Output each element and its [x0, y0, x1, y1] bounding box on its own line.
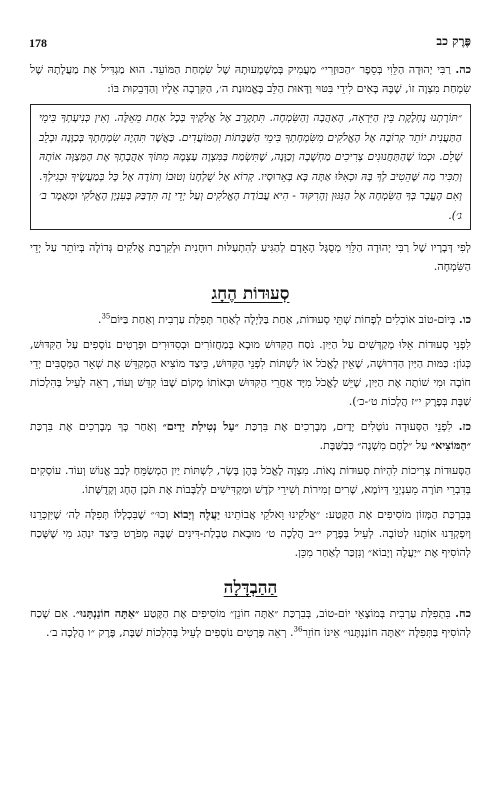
- section-26-paragraph: [30, 60, 471, 98]
- section-text: בְּיוֹם-טוֹב אוֹכְלִים לְפָחוֹת שְׁתֵּי סְעוּדוֹת, אַחַת בַּלַּיְלָה לְאַחַר תְּפִלַּת עַרְבִית וְאַחַת בַּיּוֹם: [110, 313, 456, 326]
- section-27-paragraph: [30, 310, 471, 329]
- blessing-name: ״הַמּוֹצִיא״: [430, 439, 471, 452]
- section-text: וְכוּ׳״ שֶׁבִּכְלָלוֹ תְּפִלָּה לַה׳ שֶׁיִּזְכְּרֵנוּ וְיִפְקְדֵנוּ אוֹתָנוּ לְטוֹבָה. לְעֵיל בְּפֶרֶק י״ב הֲלָכָה ט׳ מוּבֶאת טַבְלַת-דִּינִים שֶׁבָּהּ מְפֹרָט כֵּיצַד יִנְהַג מִי שֶׁשָּׁכַח לְהוֹסִיף אֶת ״יַעֲלֶה וְיָבוֹא״ וְנִזְכַּר לְאַחַר מִכֵּן.: [30, 508, 471, 559]
- page-number: 178: [29, 36, 47, 50]
- page-content: [30, 60, 471, 648]
- section-label: כז.: [458, 420, 472, 433]
- section-text-end: .: [97, 313, 102, 326]
- section-label: כח.: [455, 607, 471, 620]
- section-26-conclusion: לְפִי דְּבָרָיו שֶׁל רַבִּי יְהוּדָה הַלֵּוִי מְסֻגָּל הָאָדָם לְהַגִּיעַ לְהִתְעַלּוּת רוּחָנִית וּלְקִרְבַת אֱלֹקִים גְּדוֹלָה בְּיוֹתֵר עַל יְדֵי הַשִּׂמְחָה.: [30, 241, 471, 273]
- heading-holiday-meals: סְעוּדוֹת הֶחָג: [211, 284, 290, 304]
- section-text: לִפְנֵי הַסְּעוּדָה נוֹטְלִים יָדַיִם, מְבָרְכִים אֶת בִּרְכַּת: [238, 420, 453, 433]
- section-text: בִּתְפִלַּת עַרְבִית בְּמוֹצָאֵי יוֹם-טוֹב, בְּבִרְכַּת ״אַתָּה חוֹנֵן״ מוֹסִיפִים אֶת הַקֶּטַע: [139, 607, 451, 620]
- section-text: . רְאֵה פְּרָטִים נוֹסָפִים לְעֵיל בְּהִלְכוֹת שַׁבָּת, פֶּרֶק ״ו הֲלָכָה ב׳.: [46, 626, 294, 639]
- section-28-grace-paragraph: [30, 505, 471, 562]
- prayer-insert-name: יַעֲלֶה וְיָבוֹא: [173, 508, 221, 521]
- kuzari-quote-box: ״תּוֹרָתְנוּ נֶחְלֶקֶת בֵּין הַיִּרְאָה, הָאַהֲבָה וְהַשִּׂמְחָה. תִּתְקָרֵב אֶל אֱלֹקֶיךָ בְּכָל אַחַת מֵאֵלֶּה. וְאִין כְּנִיעָתְךָ בִּימֵי הַתַּעֲנִית יוֹתֵר קְרוֹבָה אֶל הָאֱלֹקִים מִשִּׂמְחָתְךָ בִּימֵי הַשַּׁבָּתוֹת וְהַמּוֹעֲדִים. כַּאֲשֶׁר תִּהְיֶה שִׂמְחָתְךָ בְּכַוָּנָה וּבְלֵב שָׁלֵם. וּכְמוֹ שֶׁהַתַּחֲנוּנִים צְרִיכִים מַחְשָׁבָה וְכַוָּנָה, שֶׁתִּשְׂמַח בַּמִּצְוָה עַצְמָהּ מִתּוֹךְ אַהֲבָתְךָ אֶת הַמְּצַוֶּה אוֹתָהּ וְתַכִּיר מַה שֶּׁהֵטִיב לְךָ בָּהּ וּכְאִלּוּ אַתָּה בָּא בְּאֵרוּסָיו. קְרוֹא אֶל שֻׁלְחָנוֹ וְטוּבוֹ וְתוֹדֶה אֶל כָּל בְּמַעֲשֶׂיךָ וּבְגִילְךָ. וְאִם הֶעֱבָר בְּךָ הַשִּׂמְחָה אֶל הַנִּגּוּן וְהָרִקּוּד - הִיא עֲבוֹדַת הָאֱלֹקִים וְעַל יְדֵי זֶה תִּדְבַּק בָּעִנְיָן הָאֱלֹקִי וּמַאֲמָר ב׳ ג׳).: [30, 104, 471, 230]
- footnote-ref[interactable]: 35: [101, 312, 111, 321]
- footnote-ref[interactable]: 36: [293, 625, 303, 634]
- section-text: וְאַחַר כָּךְ מְבָרְכִים אֶת בִּרְכַּת: [30, 420, 163, 433]
- section-28-meals-paragraph: הַסְּעוּדוֹת צְרִיכוֹת לִהְיוֹת סְעוּדוֹת נָאוֹת. מִצְוָה לֶאֱכֹל בָּהֶן בָּשָׂר, לִשְׁתּוֹת יַיִן הַמְשַׂמֵּחַ לְבַב אֱנוֹשׁ וְעוֹד. עוֹסְקִים בְּדִבְרֵי תּוֹרָה מֵעִנְיְנֵי דְּיוֹמָא, שָׁרִים זְמִירוֹת וְשִׁירֵי קֹדֶשׁ וּמַקְדִּישִׁים לְלַבָּבוֹת אֶת תֹּכֶן הֶחָג וְקְדֻשָּׁתוֹ.: [30, 464, 471, 496]
- section-text: בְּבִרְכַּת הַמָּזוֹן מוֹסִיפִים אֶת הַקֶּטַע: ״אֱלֹקֵינוּ וֵאלֹקֵי אֲבוֹתֵינוּ: [220, 508, 471, 521]
- blessing-name: ״עַל נְטִילַת יָדַיִם״: [162, 420, 239, 433]
- chapter-header: פֶּרֶק כב: [436, 34, 471, 48]
- section-27-kiddush-paragraph: לִפְנֵי סְעוּדוֹת אֵלּוּ מְקַדְּשִׁים עַל הַיַּיִן. נֹסַח הַקִּדּוּשׁ מוּבָא בְּמַחֲזוֹרִים וּבְסִדּוּרִים וּפְרָטִים נוֹסָפִים עַל הַקִּדּוּשׁ, כְּגוֹן: כַּמּוּת הַיַּיִן הַדְּרוּשָׁה, שֶׁאֵין לֶאֱכֹל אוֹ לִשְׁתּוֹת לִפְנֵי הַקִּדּוּשׁ, כֵּיצַד מוֹצִיא הַמְקַדֵּשׁ אֶת שְׁאָר הַמְּסֻבִּים יְדֵי חוֹבָה וּמִי שׁוֹתֶה אֶת הַיַּיִן, שֶׁיֵּשׁ לֶאֱכֹל מִיָּד אַחֲרֵי הַקִּדּוּשׁ וּבְאוֹתוֹ מָקוֹם שֶׁבּוֹ קִדֵּשׁ וְעוֹד, רְאֵה לְעֵיל בְּהִלְכוֹת שַׁבָּת בְּפֶרֶק י״ז הֲלָכוֹת ט׳-כ׳).: [30, 338, 471, 408]
- section-28-paragraph: [30, 417, 471, 455]
- section-label: כה.: [455, 63, 471, 76]
- section-label: כו.: [458, 313, 471, 326]
- section-text: . אִם שָׁכַח לְהוֹסִיף בַּתְּפִלָּה ״אַתָּה חוֹנַנְתָּנוּ״ אֵינוֹ חוֹזֵר: [30, 607, 471, 639]
- prayer-insert-name: ״אַתָּה חוֹנַנְתָּנוּ״: [75, 607, 140, 620]
- section-text: רַבִּי יְהוּדָה הַלֵּוִי בְּסֵפֶר ״הַכּוּזָרִי״ מַעֲמִיק בְּמַשְׁמָעוּתָהּ שֶׁל שִׂמְחַת הַמּוֹעֵד. הוּא מַגְדִּיל אֶת מַעֲלָתָהּ שֶׁל שִׂמְחַת מִצְוָה זוֹ, שֶׁבָּהּ בָּאִים לִידֵי בִּטּוּי וַדָּאוּת הַלֵּב בֶּאֱמוּנַת ה׳, הַקִּרְבָה אֵלָיו וְהַדְּבֵקוּת בּוֹ:: [30, 63, 471, 95]
- section-29-paragraph: [30, 604, 471, 642]
- heading-havdalah: הַהַבְדָּלָה: [223, 578, 278, 598]
- section-text: עַל ״לֶחֶם מִשְׁנֶה״ כְּבַשַּׁבָּת.: [319, 439, 431, 452]
